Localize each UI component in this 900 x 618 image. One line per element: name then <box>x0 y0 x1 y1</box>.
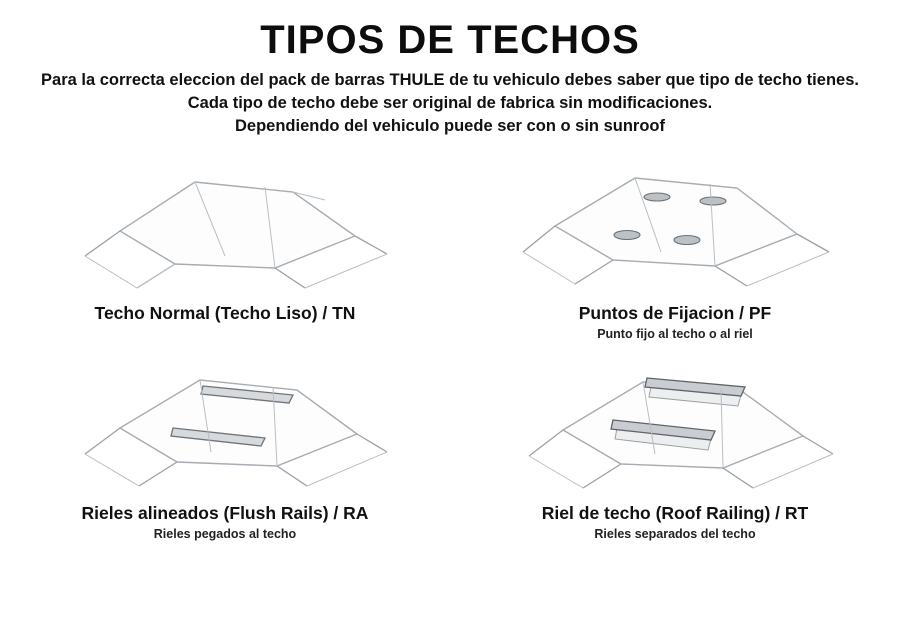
page-title: TIPOS DE TECHOS <box>260 18 640 62</box>
roof-type-caption-tn: Techo Normal (Techo Liso) / TN <box>94 303 356 323</box>
intro-line-1: Para la correcta eleccion del pack de barras THULE de tu vehiculo debes saber que tipo de techo tienes. <box>41 71 859 89</box>
plain-roof-illustration <box>25 156 425 301</box>
intro-line-2: Cada tipo de techo debe ser original de fabrica sin modificaciones. <box>187 94 713 112</box>
fixpoint-roof-illustration <box>475 156 875 301</box>
roof-type-subcaption-rt: Rieles separados del techo <box>594 527 756 541</box>
intro-text-block <box>15 69 885 138</box>
roof-type-subcaption-pf: Punto fijo al techo o al riel <box>597 327 753 341</box>
intro-line-3: Dependiendo del vehiculo puede ser con o sin sunroof <box>235 117 665 135</box>
roof-type-caption-ra: Rieles alineados (Flush Rails) / RA <box>81 503 369 523</box>
roof-type-card-pf <box>450 156 900 356</box>
roof-type-card-tn <box>0 156 450 356</box>
poster-root <box>0 18 900 618</box>
roof-type-caption-rt: Riel de techo (Roof Railing) / RT <box>541 503 809 523</box>
roof-type-card-ra <box>0 356 450 556</box>
roof-type-caption-pf: Puntos de Fijacion / PF <box>578 303 772 323</box>
roof-type-grid <box>0 156 900 556</box>
roof-type-subcaption-ra: Rieles pegados al techo <box>153 527 297 541</box>
roof-railing-illustration <box>475 356 875 501</box>
roof-type-card-rt <box>450 356 900 556</box>
flush-rails-roof-illustration <box>25 356 425 501</box>
